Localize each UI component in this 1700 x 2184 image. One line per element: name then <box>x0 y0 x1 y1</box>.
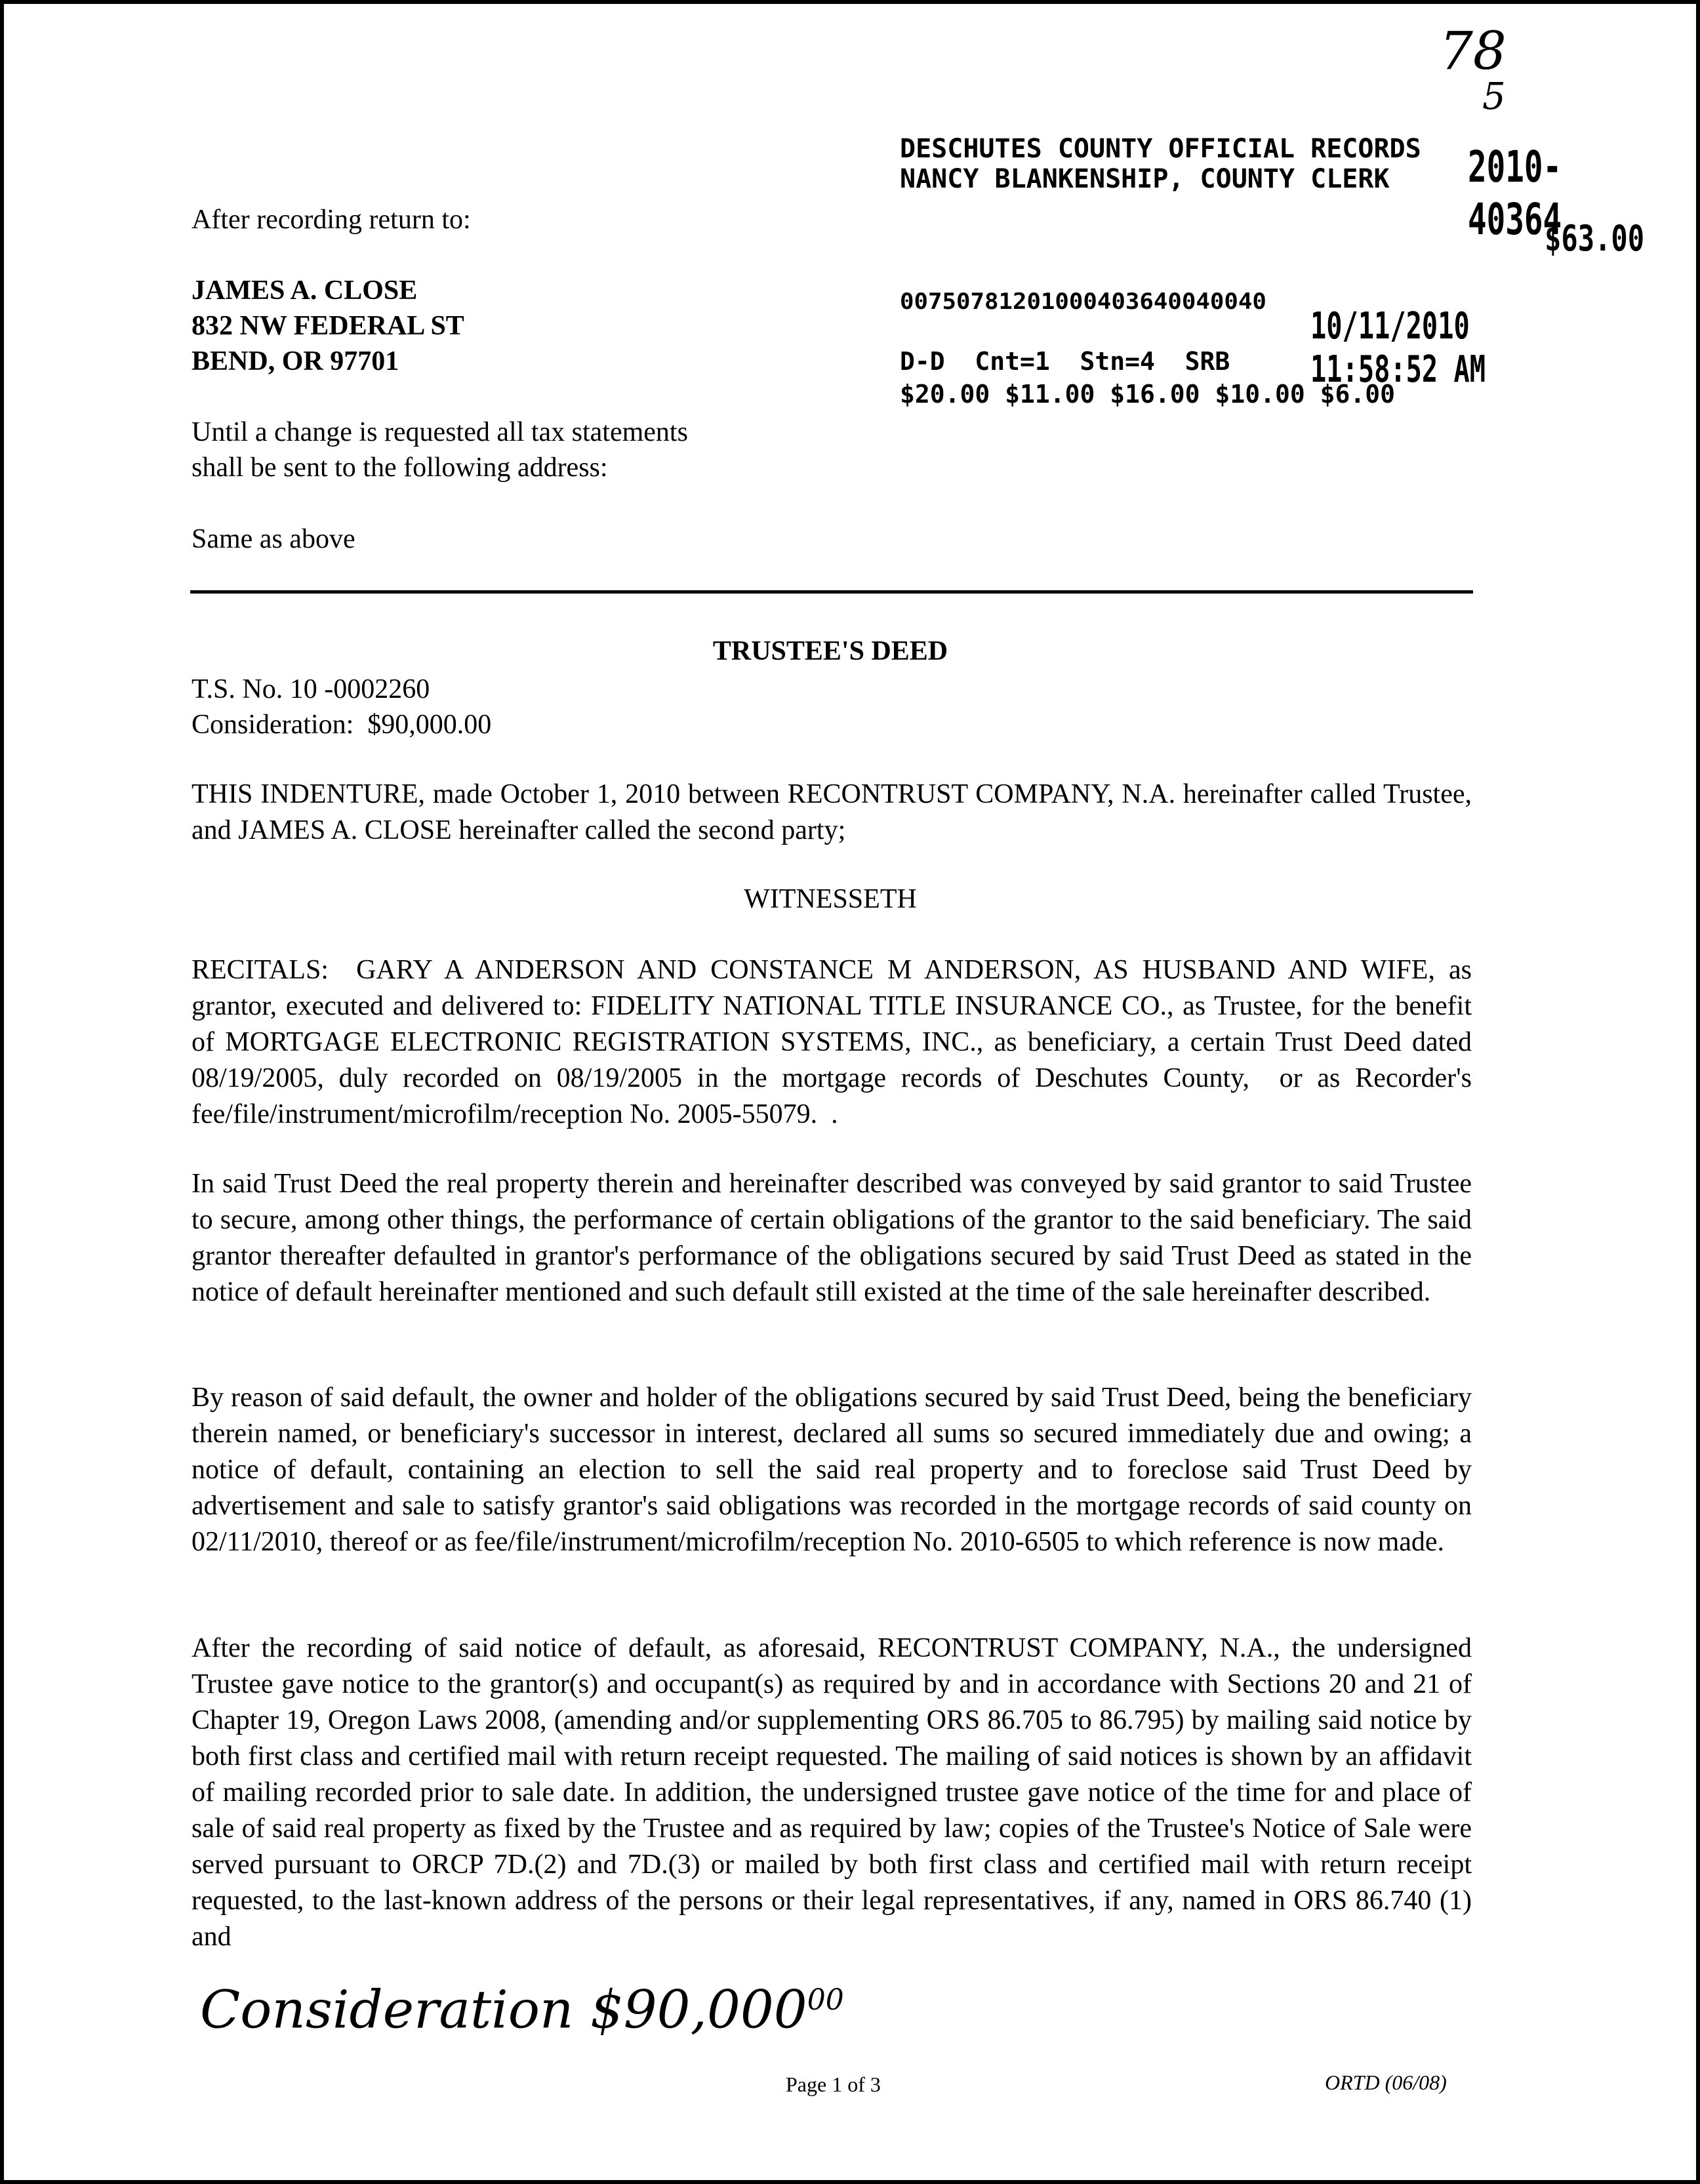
handwritten-consideration-note <box>200 1968 844 2043</box>
return-street: 832 NW FEDERAL ST <box>192 311 464 341</box>
paragraph-trust-deed: In said Trust Deed the real property therein and hereinafter described was conveyed by said grantor to said Trustee to secure, among other things, the performance of certain obligations of the grantor to the said beneficiary. The said grantor thereafter defaulted in grantor's performance of the obligations secured by said Trust Deed as stated in the notice of default hereinafter mentioned and such default still existed at the time of the sale hereinafter described. <box>192 1169 1472 1307</box>
page-number: Page 1 of 3 <box>786 2073 881 2096</box>
barcode-digits: 00750781201000403640040040 <box>900 289 1266 315</box>
return-name: JAMES A. CLOSE <box>192 275 418 306</box>
recording-office: DESCHUTES COUNTY OFFICIAL RECORDS <box>900 134 1421 164</box>
document-title: TRUSTEE'S DEED <box>712 636 948 666</box>
paragraph-recitals: RECITALS: GARY A ANDERSON AND CONSTANCE M ANDERSON, AS HUSBAND AND WIFE, as grantor, executed and delivered to: FIDELITY NATIONAL TITLE INSURANCE CO., as Trustee, for the benefit of MORTGAGE ELECTRONIC REGISTRATION SYSTEMS, INC., as beneficiary, a certain Trust Deed dated 08/19/2005, duly recorded on 08/19/2005 in the mortgage records of Deschutes County, or as Recorder's fee/file/instrument/microfilm/reception No. 2005-55079. . <box>192 955 1479 1129</box>
recording-timestamp: 10/11/2010 11:58:52 AM <box>1310 305 1486 391</box>
handwritten-mark-second: 5 <box>1482 75 1506 118</box>
document-number: 2010-40364 <box>1468 142 1562 245</box>
recording-codes: D-D Cnt=1 Stn=4 SRB <box>900 347 1230 376</box>
consideration-amount: Consideration: $90,000.00 <box>192 710 492 740</box>
paragraph-default: By reason of said default, the owner and holder of the obligations secured by said Trust Deed, being the beneficiary therein named, or beneficiary's successor in interest, declared all sums so secured immediately due and owing; a notice of default, containing an election to sell the said real property and to foreclose said Trust Deed by advertisement and sale to satisfy grantor's said obligations was recorded in the mortgage records of said county on 02/11/2010, thereof or as fee/file/instrument/microfilm/reception No. 2010-6505 to which reference is now made. <box>192 1383 1472 1557</box>
header-divider <box>190 590 1473 594</box>
tax-instruction-line2: shall be sent to the following address: <box>192 453 608 483</box>
recording-fees: $20.00 $11.00 $16.00 $10.00 $6.00 <box>900 380 1395 409</box>
tax-instruction-line1: Until a change is requested all tax statements <box>192 417 688 447</box>
recording-clerk: NANCY BLANKENSHIP, COUNTY CLERK <box>900 164 1390 194</box>
handwritten-note-superscript: 00 <box>807 1983 844 2017</box>
handwritten-mark-top: 78 <box>1440 20 1507 81</box>
ts-number: T.S. No. 10 -0002260 <box>192 674 430 704</box>
tax-address: Same as above <box>192 524 355 554</box>
return-label: After recording return to: <box>192 205 471 235</box>
return-city: BEND, OR 97701 <box>192 346 399 376</box>
recording-barcode <box>899 211 1417 289</box>
form-id: ORTD (06/08) <box>1325 2071 1447 2094</box>
handwritten-note-text: Consideration $90,000 <box>200 1979 807 2040</box>
paragraph-notice: After the recording of said notice of default, as aforesaid, RECONTRUST COMPANY, N.A., the undersigned Trustee gave notice to the grantor(s) and occupant(s) as required by and in accordance with Sections 20 and 21 of Chapter 19, Oregon Laws 2008, (amending and/or supplementing ORS 86.705 to 86.795) by mailing said notice by both first class and certified mail with return receipt requested. The mailing of said notices is shown by an affidavit of mailing recorded prior to sale date. In addition, the undersigned trustee gave notice of the time for and place of sale of said real property as fixed by the Trustee and as required by law; copies of the Trustee's Notice of Sale were served pursuant to ORCP 7D.(2) and 7D.(3) or mailed by both first class and certified mail with return receipt requested, to the last-known address of the persons or their legal representatives, if any, named in ORS 86.740 (1) and <box>192 1633 1472 1952</box>
fee-total: $63.00 <box>1545 218 1645 259</box>
witnesseth-heading: WITNESSETH <box>744 884 917 914</box>
paragraph-indenture: THIS INDENTURE, made October 1, 2010 between RECONTRUST COMPANY, N.A. hereinafter called Trustee, and JAMES A. CLOSE hereinafter called the second party; <box>192 779 1472 845</box>
